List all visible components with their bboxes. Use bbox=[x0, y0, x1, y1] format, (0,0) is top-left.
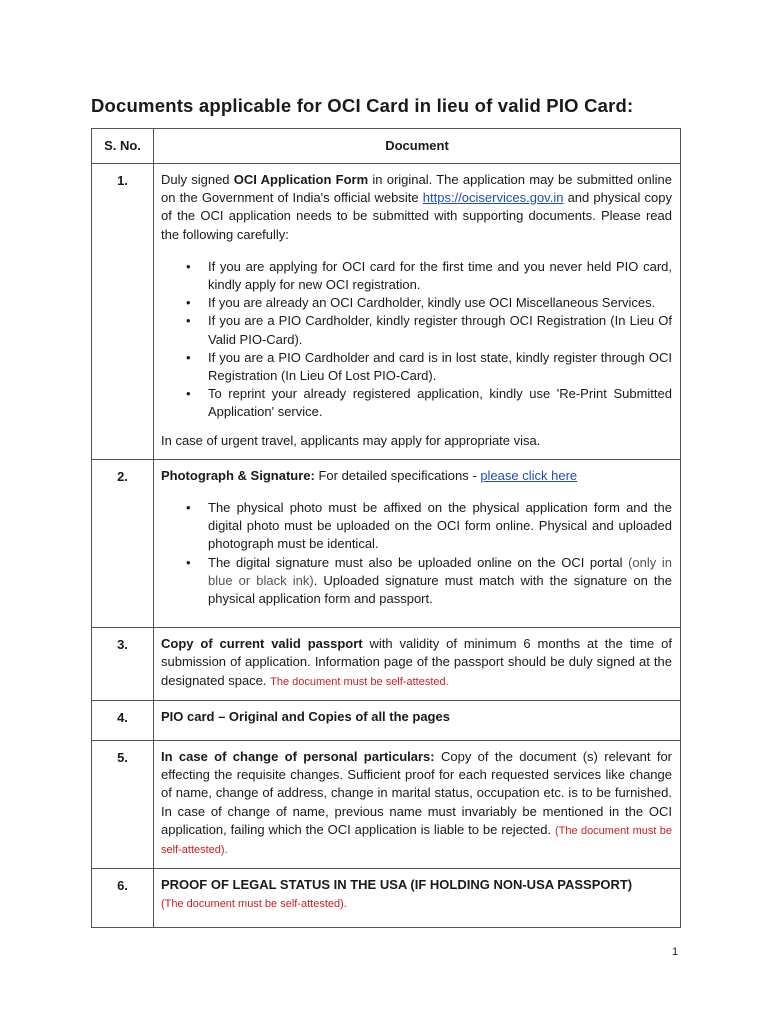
row-document bbox=[154, 459, 681, 627]
row-heading: Photograph & Signature: bbox=[161, 467, 315, 483]
row-text-block bbox=[161, 635, 672, 691]
row-heading: PIO card – Original and Copies of all the pages bbox=[161, 708, 450, 724]
table-row bbox=[92, 869, 681, 927]
row-text: Copy of the document (s) relevant for effecting the requisite changes. Sufficient proof for each requested services like change of name, change of address, change in marital status, occupation etc. is to be furnished. In case of change of name, previous name must invariably be mentioned in the OCI application, failing which the OCI application is liable to be rejected. bbox=[161, 749, 673, 837]
row-heading: PROOF OF LEGAL STATUS IN THE USA (IF HOLDING NON-USA PASSPORT) bbox=[161, 877, 633, 893]
row-text-block bbox=[161, 748, 672, 859]
row-heading-line bbox=[161, 876, 672, 894]
table-row bbox=[92, 164, 681, 460]
row-document bbox=[154, 741, 681, 869]
intro-text: and physical copy of the OCI application needs to be submitted with supporting documents. Please read the following carefully: bbox=[161, 190, 672, 242]
row-text-block bbox=[161, 708, 672, 726]
urgent-travel-note: In case of urgent travel, applicants may apply for appropriate visa. bbox=[161, 432, 541, 448]
row-intro bbox=[161, 171, 672, 244]
header-document: Document bbox=[154, 129, 681, 164]
row-number: 5. bbox=[92, 741, 154, 869]
table-header-row bbox=[92, 129, 681, 164]
page-title: Documents applicable for OCI Card in lieu of valid PIO Card: bbox=[91, 95, 634, 116]
row-heading: Copy of current valid passport bbox=[161, 636, 363, 652]
row-heading: In case of change of personal particulars: bbox=[161, 749, 435, 765]
list-item: • If you are a PIO Cardholder, kindly register through OCI Registration (In Lieu Of Valid PIO-Card). bbox=[206, 312, 672, 348]
specifications-link[interactable]: please click here bbox=[480, 467, 578, 483]
photo-signature-list bbox=[161, 499, 672, 608]
list-item: • If you are applying for OCI card for the first time and you never held PIO card, kindly apply for new OCI registration. bbox=[206, 258, 672, 294]
self-attested-note: (The document must be self-attested). bbox=[161, 824, 672, 857]
intro-text: Duly signed bbox=[161, 172, 234, 187]
list-item-text: . Uploaded signature must match with the signature on the physical application form and passport. bbox=[208, 572, 672, 607]
row-document bbox=[154, 628, 681, 701]
row-number: 6. bbox=[92, 869, 154, 927]
table-row bbox=[92, 741, 681, 869]
instructions-list bbox=[161, 258, 672, 422]
ink-note: (only in blue or black ink) bbox=[208, 554, 672, 588]
list-item-text: The digital signature must also be uploaded online on the OCI portal bbox=[208, 554, 629, 570]
self-attested-note: (The document must be self-attested). bbox=[161, 897, 347, 910]
row-number: 2. bbox=[92, 459, 154, 627]
list-item: • If you are already an OCI Cardholder, kindly use OCI Miscellaneous Services. bbox=[206, 294, 672, 312]
table-row bbox=[92, 628, 681, 701]
row-number: 4. bbox=[92, 700, 154, 740]
page-number: 1 bbox=[672, 946, 679, 958]
list-item: • If you are a PIO Cardholder and card is in lost state, kindly register through OCI Registration (In Lieu Of Lost PIO-Card). bbox=[206, 349, 672, 385]
list-item: • To reprint your already registered application, kindly use 'Re-Print Submitted Application' service. bbox=[206, 385, 672, 421]
self-attested-note: The document must be self-attested. bbox=[270, 675, 449, 688]
row-document bbox=[154, 700, 681, 740]
row-document bbox=[154, 869, 681, 927]
row-text: with validity of minimum 6 months at the time of submission of application. Information page of the passport should be duly signed at the designated space. bbox=[161, 636, 672, 688]
list-item bbox=[206, 554, 672, 609]
row-number: 3. bbox=[92, 628, 154, 701]
table-row bbox=[92, 700, 681, 740]
table-row bbox=[92, 459, 681, 627]
row-text: For detailed specifications - bbox=[314, 467, 481, 483]
intro-bold: OCI Application Form bbox=[233, 172, 369, 187]
list-item: • The physical photo must be affixed on the physical application form and the digital photo must be uploaded on the OCI form online. Physical and uploaded photograph must be identical. bbox=[206, 499, 672, 554]
row-number: 1. bbox=[92, 164, 154, 460]
header-sno: S. No. bbox=[92, 129, 154, 164]
ociservices-link[interactable]: https://ociservices.gov.in bbox=[422, 190, 564, 206]
intro-text: in original. The application may be submitted online on the Government of India's official website bbox=[161, 172, 672, 206]
row-document bbox=[154, 164, 681, 460]
row-intro bbox=[161, 467, 672, 485]
documents-table bbox=[91, 128, 681, 928]
